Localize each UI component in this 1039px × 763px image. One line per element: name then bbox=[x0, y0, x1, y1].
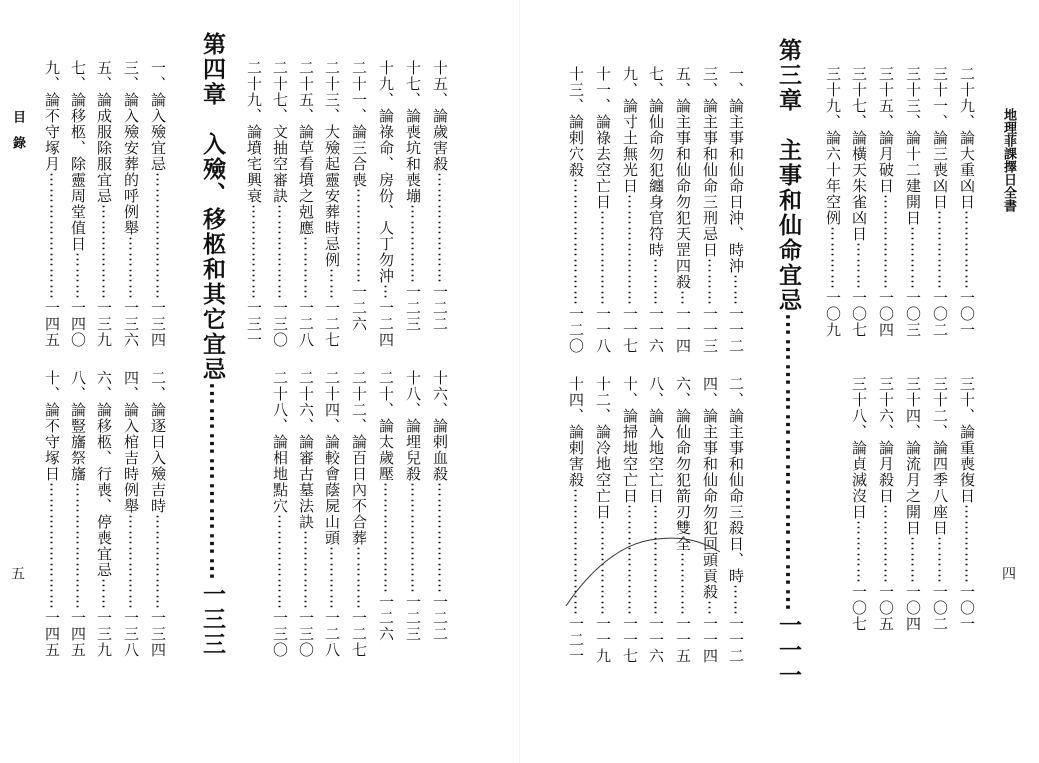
toc-entry: 十四、論剌害殺⋯⋯⋯⋯⋯⋯⋯⋯一二一 bbox=[567, 376, 585, 664]
toc-entry: 三十六、論月殺日⋯⋯⋯⋯⋯一〇五 bbox=[877, 376, 895, 632]
toc-entry: 一、論入殮宜忌⋯⋯⋯⋯⋯⋯⋯⋯一三四 bbox=[149, 60, 167, 348]
toc-entry: 二十九、論大重凶日⋯⋯⋯⋯⋯一〇一 bbox=[958, 66, 976, 338]
toc-entry: 六、論移柩、行喪、停喪宜忌⋯⋯一三九 bbox=[95, 370, 113, 658]
toc-entry: 三十八、論貞滅沒日⋯⋯⋯⋯一〇七 bbox=[850, 376, 868, 632]
toc-entry: 三十一、論三喪凶日⋯⋯⋯⋯⋯一〇二 bbox=[931, 66, 949, 338]
chapter-heading: 第三章 主事和仙命宜忌⋯⋯⋯⋯⋯⋯⋯⋯⋯⋯⋯⋯一一一 bbox=[775, 38, 802, 688]
toc-entry: 五、論主事和仙命勿犯天罡四殺⋯一一四 bbox=[674, 66, 692, 354]
toc-entry: 十九、論祿命、房份、人丁勿沖⋯一二四 bbox=[377, 60, 395, 348]
toc-entry: 十八、論埋兒殺⋯⋯⋯⋯⋯⋯⋯一二三 bbox=[404, 370, 422, 642]
chapter-heading: 第四章 入殮、移柩和其它宜忌⋯⋯⋯⋯⋯⋯⋯⋯一三三 bbox=[199, 32, 226, 657]
page-number: 五 bbox=[9, 566, 25, 580]
toc-entry: 九、論不守塚月⋯⋯⋯⋯⋯⋯⋯⋯一四五 bbox=[43, 60, 61, 348]
toc-entry: 二十二、論百日內不合葬⋯⋯⋯⋯一二七 bbox=[350, 370, 368, 658]
toc-entry: 七、論仙命勿犯纏身官符時⋯⋯⋯一一六 bbox=[647, 66, 665, 354]
page-number: 四 bbox=[1000, 566, 1016, 580]
toc-entry: 三十、論重喪復日⋯⋯⋯⋯⋯一〇一 bbox=[958, 376, 976, 632]
toc-entry: 二、論逐日入殮吉時⋯⋯⋯⋯⋯⋯一三四 bbox=[149, 370, 167, 658]
toc-entry: 二十七、文抽空審訣⋯⋯⋯⋯⋯⋯一三〇 bbox=[271, 60, 289, 348]
toc-entry: 八、論入地空亡日⋯⋯⋯⋯⋯⋯⋯一一六 bbox=[647, 376, 665, 664]
toc-entry: 二十三、大殮起靈安葬時忌例⋯⋯一二七 bbox=[323, 60, 341, 348]
toc-entry: 三、論入殮安葬的呼例舉⋯⋯⋯⋯一三六 bbox=[122, 60, 140, 348]
toc-entry: 二十六、論審古墓法訣⋯⋯⋯⋯⋯一三〇 bbox=[297, 370, 315, 658]
toc-entry: 九、論寸土無光日⋯⋯⋯⋯⋯⋯⋯一一七 bbox=[621, 66, 639, 354]
toc-entry: 二十、論太歲壓⋯⋯⋯⋯⋯⋯⋯一二六 bbox=[377, 370, 395, 642]
toc-entry: 七、論移柩、除靈周堂值日⋯⋯⋯一四〇 bbox=[69, 60, 87, 348]
toc-entry: 十一、論祿去空亡日⋯⋯⋯⋯⋯⋯一一八 bbox=[594, 66, 612, 354]
toc-entry: 三、論主事和仙命三刑忌日⋯⋯⋯一一三 bbox=[701, 66, 719, 354]
toc-entry: 十、論不守塚日⋯⋯⋯⋯⋯⋯⋯⋯一四五 bbox=[43, 370, 61, 658]
toc-entry: 一、論主事和仙命日沖、時沖⋯⋯一一二 bbox=[727, 66, 745, 354]
toc-entry: 五、論成服除服宜忌⋯⋯⋯⋯⋯⋯一三九 bbox=[95, 60, 113, 348]
toc-entry: 四、論入棺吉時例舉⋯⋯⋯⋯⋯⋯一三八 bbox=[122, 370, 140, 658]
toc-entry: 二十五、論草看墳之剋應⋯⋯⋯⋯一二八 bbox=[297, 60, 315, 348]
toc-entry: 二十四、論較會蔭屍山頭⋯⋯⋯⋯一二八 bbox=[323, 370, 341, 658]
toc-entry: 十三、論剌穴殺⋯⋯⋯⋯⋯⋯⋯⋯一二〇 bbox=[567, 66, 585, 354]
toc-entry: 二十一、論三合喪⋯⋯⋯⋯⋯⋯一二六 bbox=[350, 60, 368, 332]
toc-entry: 八、論豎旛祭旛⋯⋯⋯⋯⋯⋯⋯⋯一四五 bbox=[69, 370, 87, 658]
toc-entry: 四、論主事和仙命勿犯回頭貢殺⋯一一四 bbox=[701, 376, 719, 664]
toc-entry: 十五、論歲害殺⋯⋯⋯⋯⋯⋯⋯一二二 bbox=[431, 60, 449, 332]
running-header: 目 錄 bbox=[10, 110, 25, 149]
toc-entry: 十六、論剌血殺⋯⋯⋯⋯⋯⋯⋯一二二 bbox=[431, 370, 449, 642]
toc-entry: 三十七、論橫天朱雀凶日⋯⋯⋯一〇七 bbox=[850, 66, 868, 338]
toc-entry: 三十五、論月破日⋯⋯⋯⋯⋯⋯一〇四 bbox=[877, 66, 895, 338]
toc-entry: 六、論仙命勿犯箭刃雙全⋯⋯⋯⋯一一五 bbox=[674, 376, 692, 664]
toc-entry: 十七、論喪坑和喪塴⋯⋯⋯⋯⋯一二三 bbox=[404, 60, 422, 332]
toc-entry: 二十九、論墳宅興衰⋯⋯⋯⋯⋯⋯一三一 bbox=[245, 60, 263, 348]
toc-entry: 三十九、論六十年空例⋯⋯⋯⋯一〇九 bbox=[824, 66, 842, 338]
toc-entry: 二、論主事和仙命三殺日、時⋯⋯一一二 bbox=[727, 376, 745, 664]
running-header: 地理菲課擇日全書 bbox=[1001, 108, 1016, 212]
toc-entry: 二十八、論相地點穴⋯⋯⋯⋯⋯⋯一三〇 bbox=[271, 370, 289, 658]
toc-entry: 三十三、論十二建開日⋯⋯⋯⋯一〇三 bbox=[904, 66, 922, 338]
toc-entry: 十、論掃地空亡日⋯⋯⋯⋯⋯⋯⋯一一七 bbox=[621, 376, 639, 664]
toc-entry: 三十四、論流月之開日⋯⋯⋯一〇四 bbox=[904, 376, 922, 632]
toc-entry: 三十二、論四季八座日⋯⋯⋯一〇二 bbox=[931, 376, 949, 632]
toc-entry: 十二、論冷地空亡日⋯⋯⋯⋯⋯⋯一一九 bbox=[594, 376, 612, 664]
